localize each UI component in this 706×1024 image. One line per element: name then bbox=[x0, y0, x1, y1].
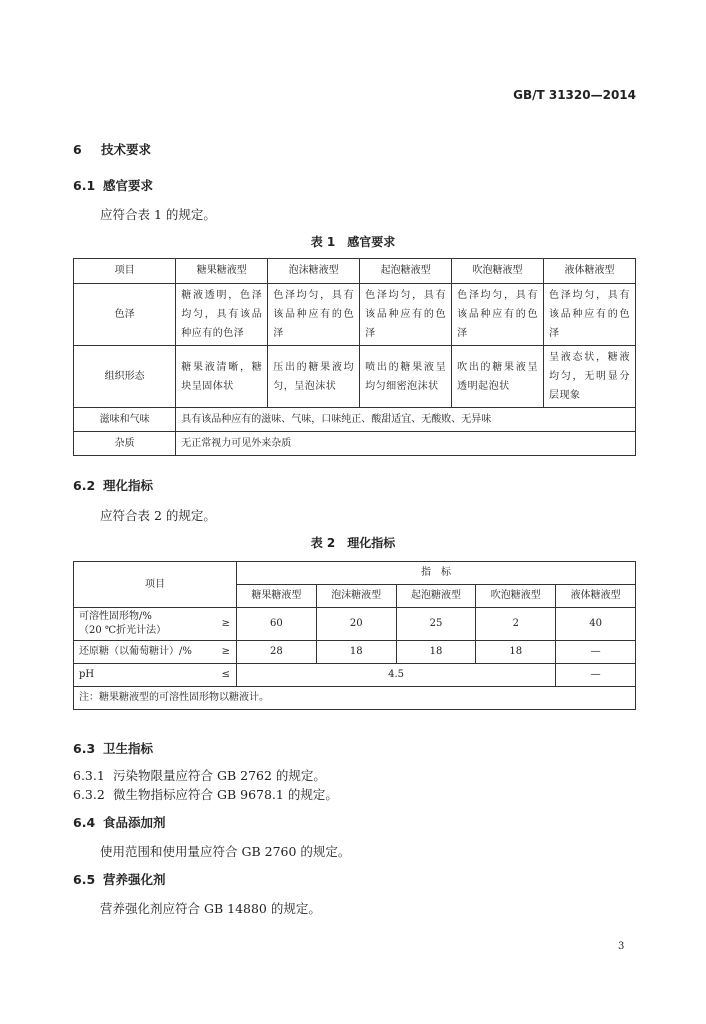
section-number: 6.5 bbox=[73, 872, 96, 887]
section-6-2-text: 应符合表 2 的规定。 bbox=[100, 508, 216, 523]
section-number: 6.3 bbox=[73, 741, 96, 756]
table-row bbox=[74, 641, 636, 664]
table-cell: 28 bbox=[237, 641, 317, 664]
section-title: 理化指标 bbox=[103, 478, 154, 493]
table-note: 注：糖果糖液型的可溶性固形物以糖液计。 bbox=[74, 687, 636, 710]
row-label: 滋味和气味 bbox=[74, 408, 176, 432]
header-cell: 泡沫糖液型 bbox=[316, 585, 396, 608]
header-cell: 吹泡糖液型 bbox=[452, 259, 544, 284]
row-label bbox=[74, 608, 237, 641]
section-6-3-1 bbox=[73, 766, 326, 784]
section-6-3-2 bbox=[73, 785, 338, 803]
section-6-4-text: 使用范围和使用量应符合 GB 2760 的规定。 bbox=[100, 844, 351, 859]
table-cell: — bbox=[556, 664, 636, 687]
table-row bbox=[74, 432, 636, 456]
table-cell-merged: 无正常视力可见外来杂质 bbox=[176, 432, 636, 456]
table-2-caption: 表 2 理化指标 bbox=[310, 536, 396, 550]
header-cell: 项目 bbox=[74, 259, 176, 284]
section-6-heading bbox=[73, 140, 151, 158]
row-label-line: 可溶性固形物/% bbox=[79, 611, 152, 622]
row-label bbox=[74, 641, 237, 664]
header-cell: 泡沫糖液型 bbox=[268, 259, 360, 284]
section-text: 污染物限量应符合 GB 2762 的规定。 bbox=[113, 768, 326, 783]
table-cell: 40 bbox=[556, 608, 636, 641]
page-number: 3 bbox=[618, 941, 625, 952]
header-cell: 起泡糖液型 bbox=[396, 585, 476, 608]
section-6-3-heading bbox=[73, 739, 153, 757]
section-number: 6.3.1 bbox=[73, 768, 105, 783]
table-cell: 色泽均匀，具有该品种应有的色泽 bbox=[544, 284, 636, 346]
table-cell: 色泽均匀，具有该品种应有的色泽 bbox=[268, 284, 360, 346]
table-cell-merged: 具有该品种应有的滋味、气味，口味纯正、酸甜适宜、无酸败、无异味 bbox=[176, 408, 636, 432]
row-label: 组织形态 bbox=[74, 346, 176, 408]
table-note-row bbox=[74, 687, 636, 710]
row-label-line: （20 ℃折光计法） bbox=[79, 625, 167, 636]
table-cell: 糖果液清晰，糖块呈固体状 bbox=[176, 346, 268, 408]
table-row bbox=[74, 346, 636, 408]
row-label: 色泽 bbox=[74, 284, 176, 346]
table-cell: 18 bbox=[316, 641, 396, 664]
table-header-row bbox=[74, 562, 636, 585]
table-2-physicochemical bbox=[73, 561, 636, 710]
section-6-1-text: 应符合表 1 的规定。 bbox=[100, 207, 216, 222]
section-6-1-heading bbox=[73, 176, 153, 194]
section-title: 技术要求 bbox=[101, 142, 152, 157]
header-cell: 液体糖液型 bbox=[544, 259, 636, 284]
row-label: 杂质 bbox=[74, 432, 176, 456]
table-cell: 20 bbox=[316, 608, 396, 641]
section-number: 6.1 bbox=[73, 178, 96, 193]
section-6-2-heading bbox=[73, 476, 153, 494]
table-row bbox=[74, 664, 636, 687]
table-cell: 呈液态状，糖液均匀，无明显分层现象 bbox=[544, 346, 636, 408]
header-cell-index: 指 标 bbox=[237, 562, 636, 585]
table-cell: 压出的糖果液均匀，呈泡沫状 bbox=[268, 346, 360, 408]
table-cell: 吹出的糖果液呈透明起泡状 bbox=[452, 346, 544, 408]
table-cell: 色泽均匀，具有该品种应有的色泽 bbox=[452, 284, 544, 346]
comparison-symbol: ≤ bbox=[221, 669, 230, 680]
table-cell-merged: 4.5 bbox=[237, 664, 556, 687]
table-row bbox=[74, 608, 636, 641]
table-cell: 18 bbox=[396, 641, 476, 664]
table-cell: 2 bbox=[476, 608, 556, 641]
comparison-symbol: ≥ bbox=[221, 646, 230, 657]
section-6-5-heading bbox=[73, 870, 166, 888]
header-cell: 吹泡糖液型 bbox=[476, 585, 556, 608]
header-cell-item: 项目 bbox=[74, 562, 237, 608]
standard-code: GB/T 31320—2014 bbox=[513, 88, 636, 102]
table-cell: 18 bbox=[476, 641, 556, 664]
section-number: 6 bbox=[73, 142, 82, 157]
section-number: 6.3.2 bbox=[73, 787, 105, 802]
row-label-text: pH bbox=[79, 669, 95, 680]
row-label bbox=[74, 664, 237, 687]
table-row bbox=[74, 408, 636, 432]
table-cell: 色泽均匀，具有该品种应有的色泽 bbox=[360, 284, 452, 346]
header-cell: 液体糖液型 bbox=[556, 585, 636, 608]
table-cell: 25 bbox=[396, 608, 476, 641]
table-1-sensory bbox=[73, 258, 636, 456]
section-title: 食品添加剂 bbox=[103, 815, 166, 830]
header-cell: 起泡糖液型 bbox=[360, 259, 452, 284]
header-cell: 糖果糖液型 bbox=[237, 585, 317, 608]
section-title: 感官要求 bbox=[103, 178, 154, 193]
table-row bbox=[74, 284, 636, 346]
table-header-row bbox=[74, 259, 636, 284]
header-cell: 糖果糖液型 bbox=[176, 259, 268, 284]
section-6-5-text: 营养强化剂应符合 GB 14880 的规定。 bbox=[100, 901, 321, 916]
table-cell: 喷出的糖果液呈均匀细密泡沫状 bbox=[360, 346, 452, 408]
table-cell: 60 bbox=[237, 608, 317, 641]
section-title: 卫生指标 bbox=[103, 741, 154, 756]
comparison-symbol: ≥ bbox=[221, 618, 230, 629]
row-label-text: 还原糖（以葡萄糖计）/% bbox=[79, 646, 192, 657]
section-number: 6.2 bbox=[73, 478, 96, 493]
table-cell: 糖液透明，色泽均匀，具有该品种应有的色泽 bbox=[176, 284, 268, 346]
table-cell: — bbox=[556, 641, 636, 664]
section-6-4-heading bbox=[73, 813, 166, 831]
section-number: 6.4 bbox=[73, 815, 96, 830]
section-title: 营养强化剂 bbox=[103, 872, 166, 887]
section-text: 微生物指标应符合 GB 9678.1 的规定。 bbox=[113, 787, 338, 802]
table-1-caption: 表 1 感官要求 bbox=[310, 235, 396, 249]
